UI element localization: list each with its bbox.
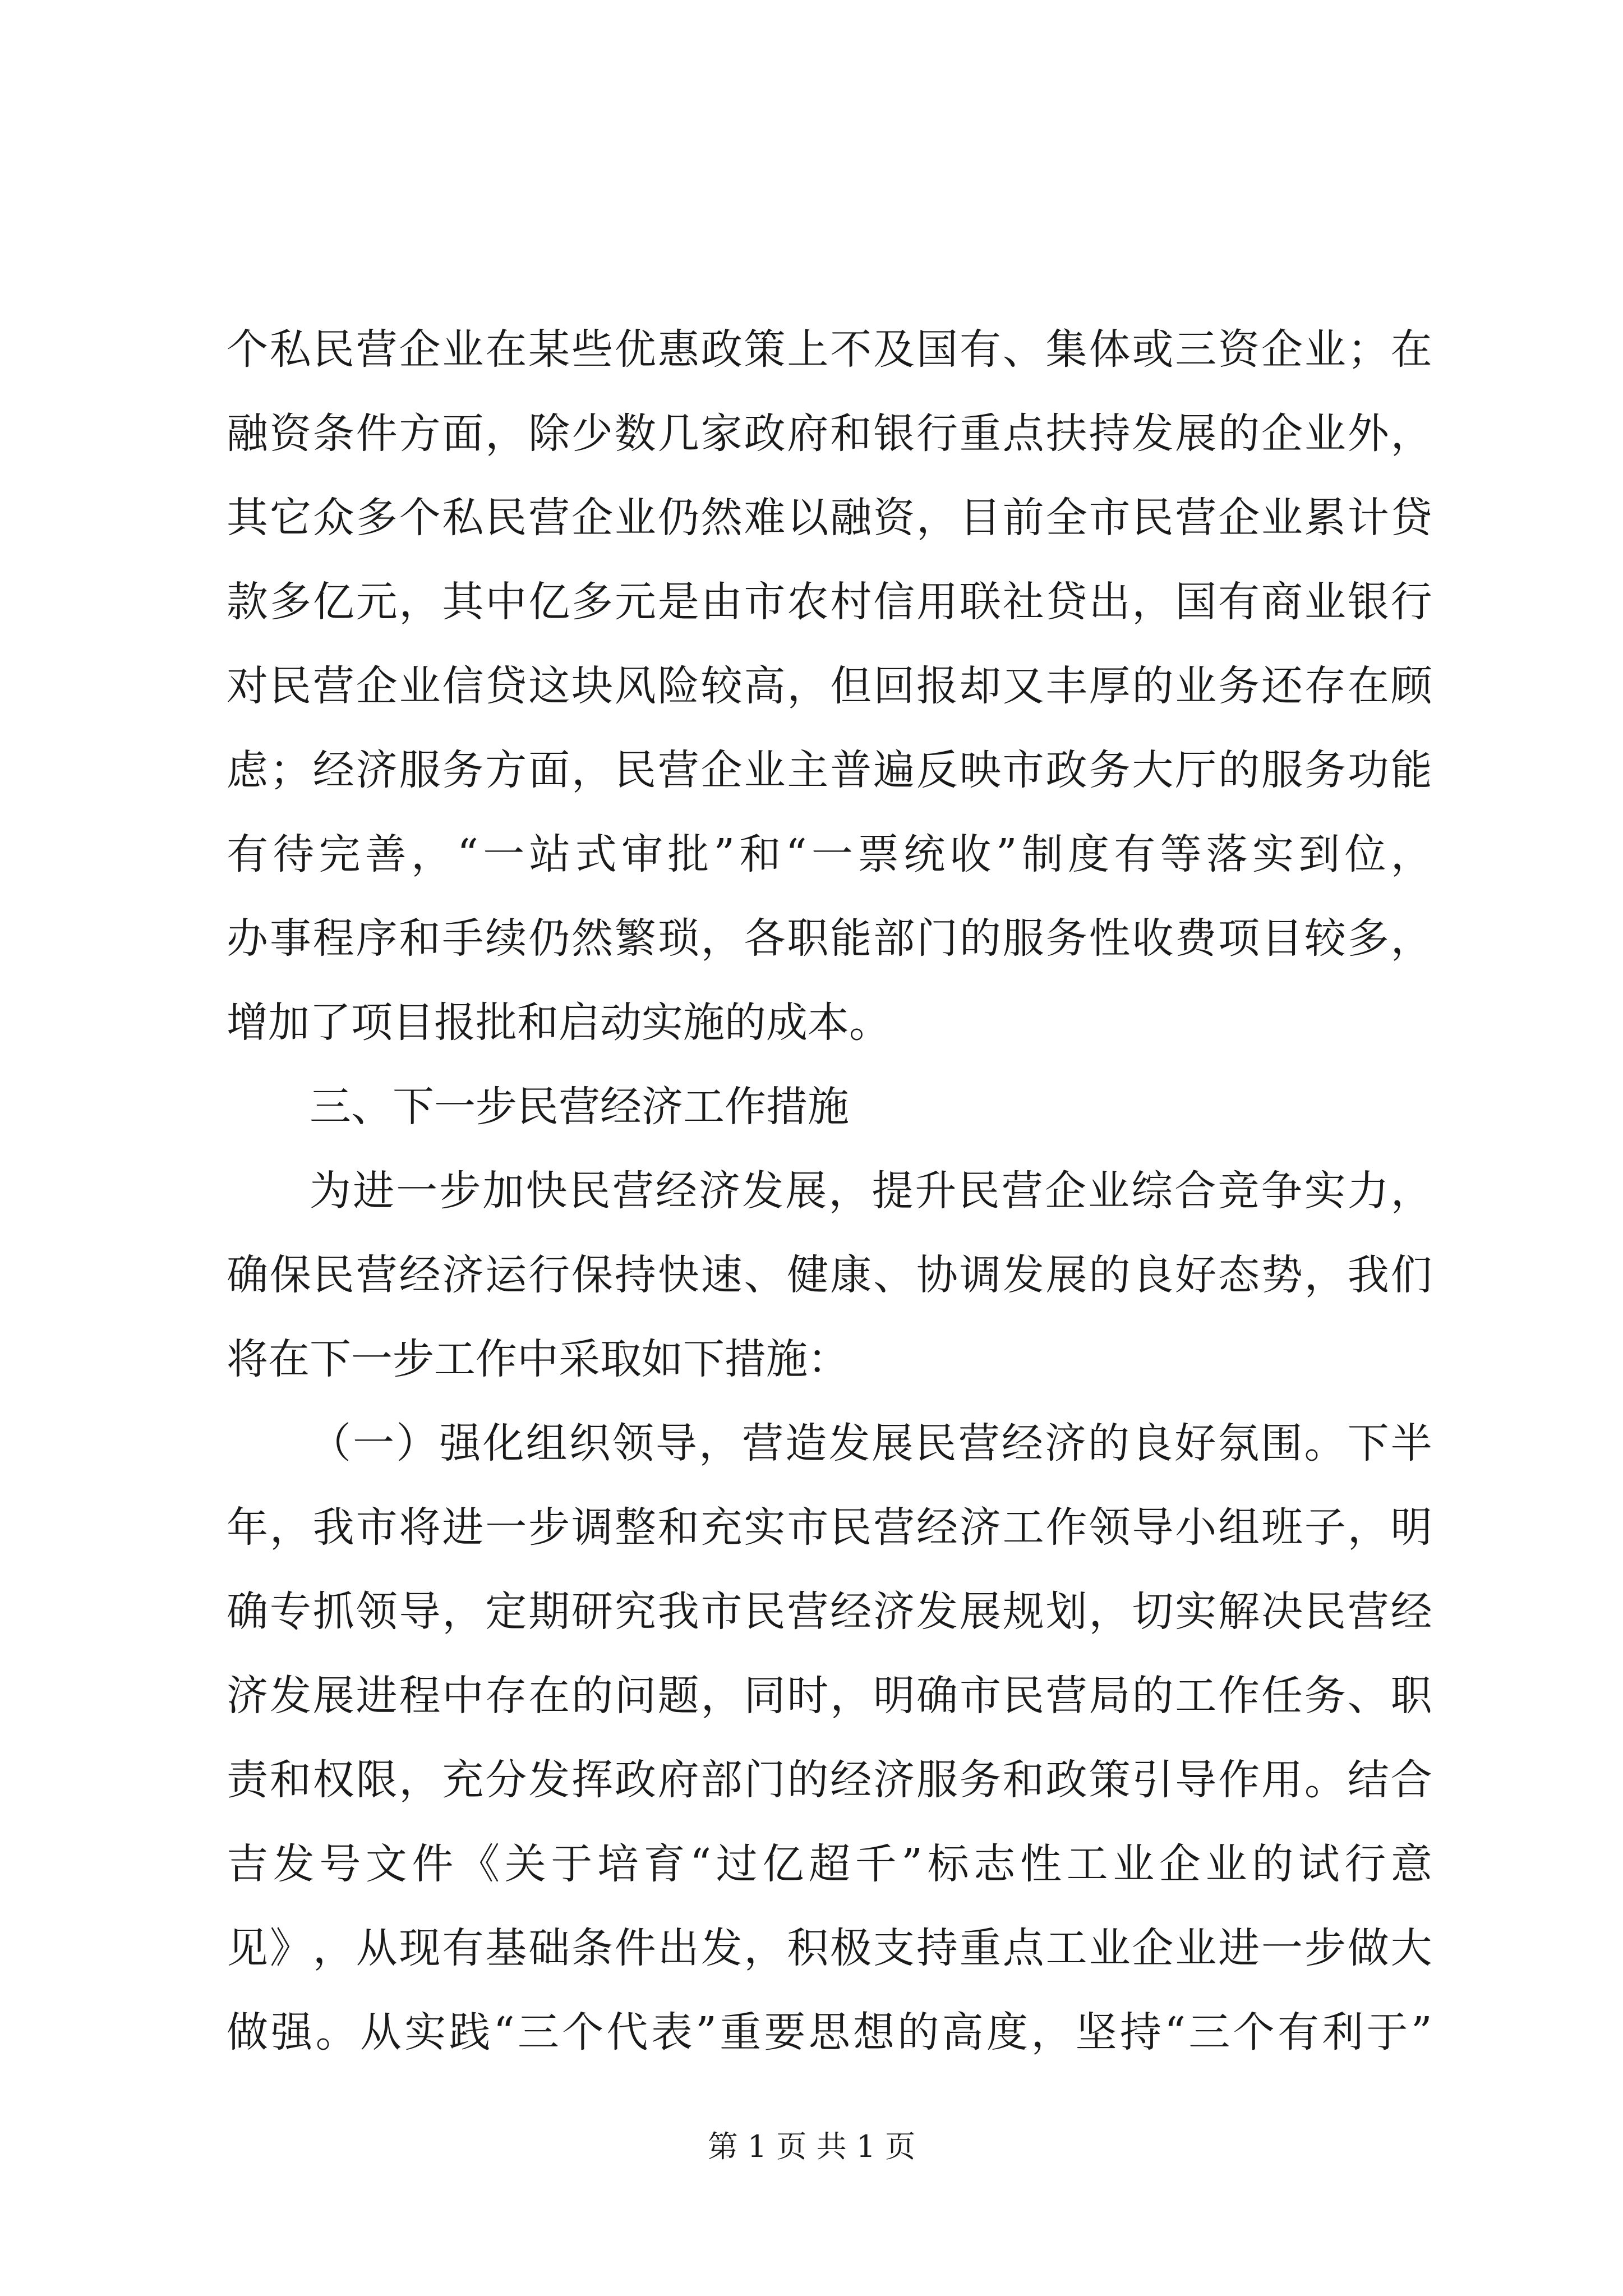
text-line: 年 ， 我 市 将 进 一 步 调 整 和 充 实 市 民 营 经 济 工 作 领 导 小 组 班 子 ， 明 (227, 1503, 1432, 1552)
text-line: 对 民 营 企 业 信 贷 这 块 风 险 较 高 ， 但 回 报 却 又 丰 厚 的 业 务 还 存 在 顾 (227, 662, 1432, 710)
text-line: 融 资 条 件 方 面 ， 除 少 数 几 家 政 府 和 银 行 重 点 扶 持 发 展 的 企 业 外 ， (227, 409, 1432, 458)
text-line: 责 和 权 限 ， 充 分 发 挥 政 府 部 门 的 经 济 服 务 和 政 策 引 导 作 用 。 结 合 (227, 1756, 1432, 1804)
text-line: 个 私 民 营 企 业 在 某 些 优 惠 政 策 上 不 及 国 有 、 集 体 或 三 资 企 业 ； 在 (227, 325, 1432, 374)
text-line: 虑 ； 经 济 服 务 方 面 ， 民 营 企 业 主 普 遍 反 映 市 政 务 大 厅 的 服 务 功 能 (227, 746, 1432, 794)
page-footer: 第 1 页 共 1 页 (707, 2129, 916, 2164)
text-line: 做 强 。 从 实 践 “ 三 个 代 表 ” 重 要 思 想 的 高 度 ， 坚 持 “ 三 个 有 利 于 ” (227, 2008, 1432, 2056)
text-line: 三、下一步民营经济工作措施 (310, 1083, 849, 1131)
text-line: 有 待 完 善 ， “ 一 站 式 审 批 ” 和 “ 一 票 统 收 ” 制 度 有 等 落 实 到 位 ， (227, 830, 1432, 878)
text-line: 济 发 展 进 程 中 存 在 的 问 题 ， 同 时 ， 明 确 市 民 营 局 的 工 作 任 务 、 职 (227, 1672, 1432, 1720)
text-line: 确 专 抓 领 导 ， 定 期 研 究 我 市 民 营 经 济 发 展 规 划 ， 切 实 解 决 民 营 经 (227, 1588, 1432, 1636)
text-line: 为 进 一 步 加 快 民 营 经 济 发 展 ， 提 升 民 营 企 业 综 合 竞 争 实 力 ， (310, 1167, 1432, 1215)
text-line: 办 事 程 序 和 手 续 仍 然 繁 琐 ， 各 职 能 部 门 的 服 务 性 收 费 项 目 较 多 ， (227, 914, 1432, 963)
text-line: 其 它 众 多 个 私 民 营 企 业 仍 然 难 以 融 资 ， 目 前 全 市 民 营 企 业 累 计 贷 (227, 494, 1432, 542)
text-line: 见 》 ， 从 现 有 基 础 条 件 出 发 ， 积 极 支 持 重 点 工 业 企 业 进 一 步 做 大 (227, 1924, 1432, 1972)
text-line: 增加了项目报批和启动实施的成本。 (227, 999, 891, 1047)
text-line: 款 多 亿 元 ， 其 中 亿 多 元 是 由 市 农 村 信 用 联 社 贷 出 ， 国 有 商 业 银 行 (227, 578, 1432, 626)
text-line: 将在下一步工作中采取如下措施： (227, 1335, 849, 1383)
text-line: （ 一 ） 强 化 组 织 领 导 ， 营 造 发 展 民 营 经 济 的 良 好 氛 围 。 下 半 (310, 1419, 1432, 1467)
text-line: 确 保 民 营 经 济 运 行 保 持 快 速 、 健 康 、 协 调 发 展 的 良 好 态 势 ， 我 们 (227, 1251, 1432, 1299)
text-line: 吉 发 号 文 件 《 关 于 培 育 “ 过 亿 超 千 ” 标 志 性 工 业 企 业 的 试 行 意 (227, 1840, 1432, 1888)
body-text (227, 307, 1432, 2074)
